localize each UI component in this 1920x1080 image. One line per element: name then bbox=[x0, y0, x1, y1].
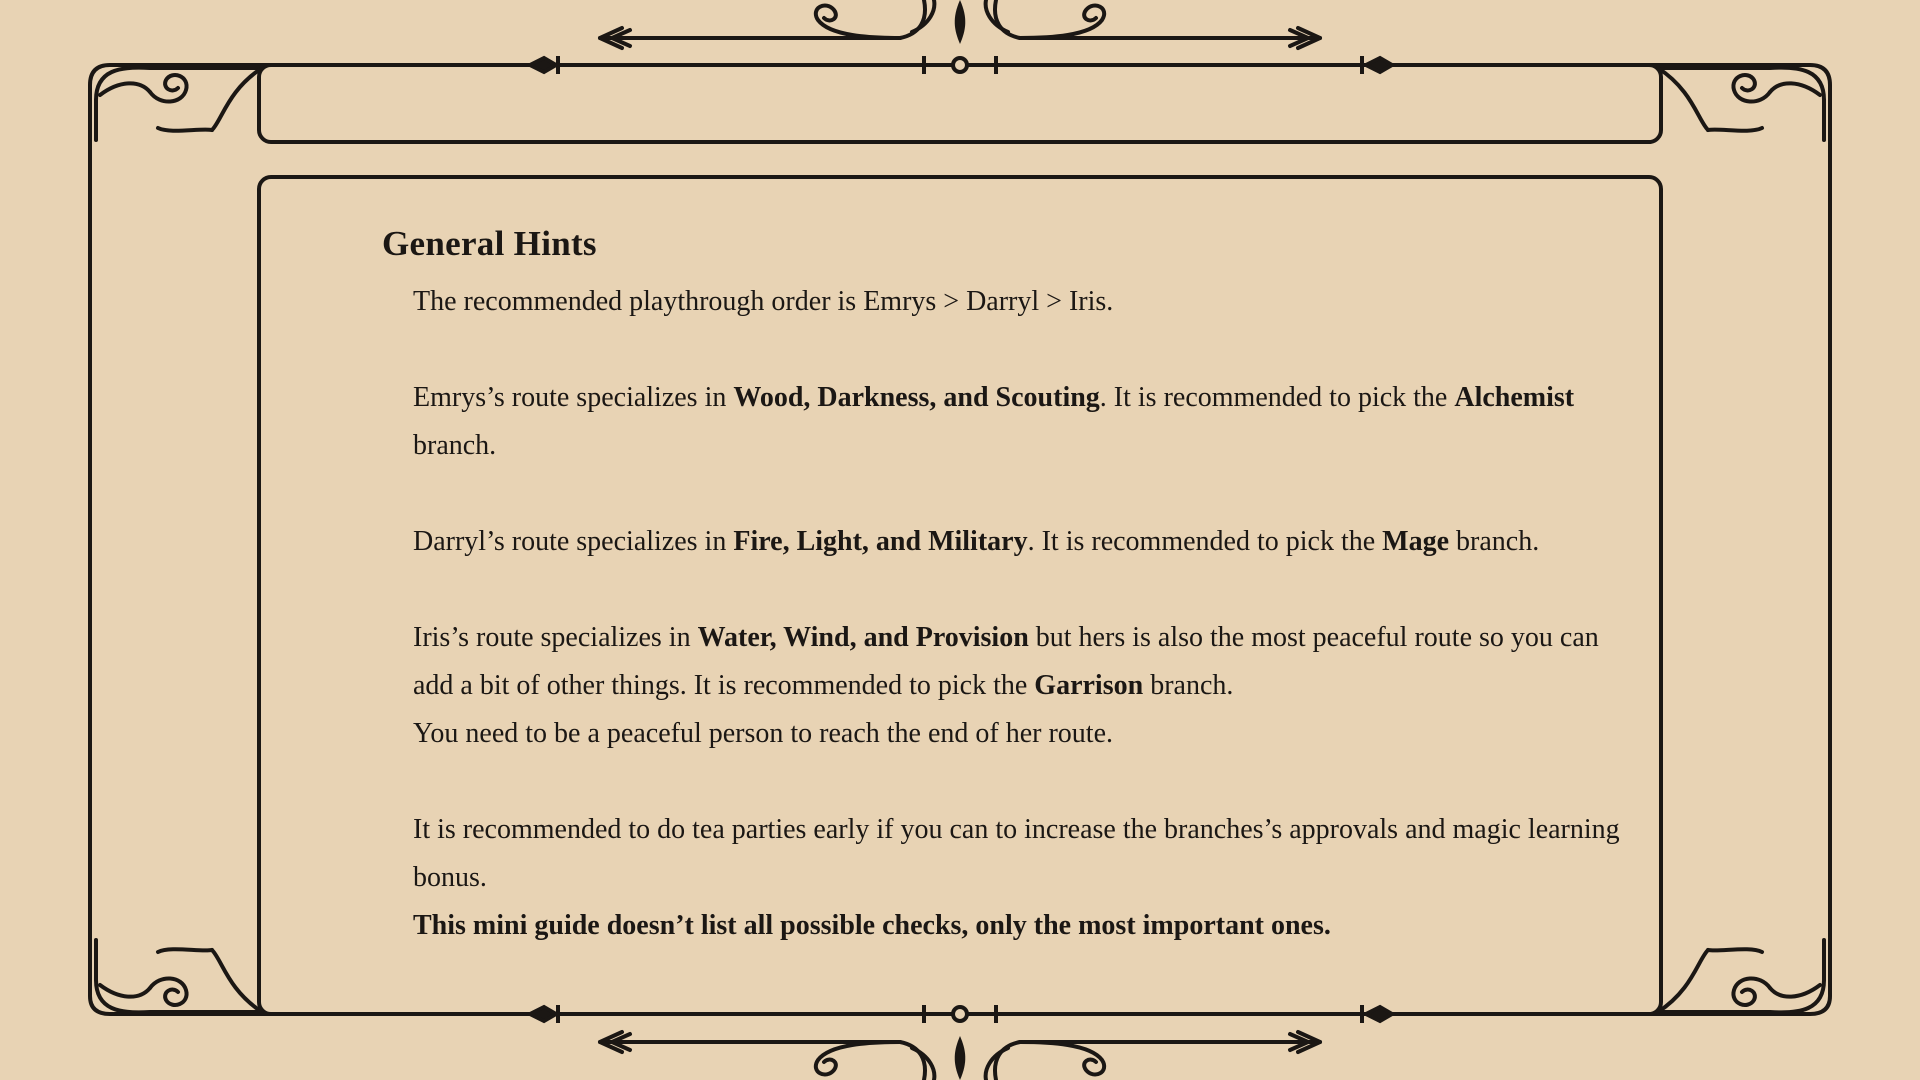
iris-text-1: Iris’s route specializes in bbox=[413, 622, 698, 653]
darryl-specialties: Fire, Light, and Military bbox=[733, 526, 1028, 557]
darryl-branch: Mage bbox=[1382, 526, 1450, 557]
header-panel bbox=[259, 65, 1661, 142]
emrys-specialties: Wood, Darkness, and Scouting bbox=[733, 382, 1100, 413]
iris-branch: Garrison bbox=[1034, 670, 1144, 701]
iris-peaceful-note: You need to be a peaceful person to reach the end of her route. bbox=[413, 718, 1113, 749]
iris-text-3: branch. bbox=[1143, 670, 1234, 701]
page-title: General Hints bbox=[382, 224, 597, 263]
emrys-branch: Alchemist bbox=[1454, 382, 1575, 413]
guide-note-text: This mini guide doesn’t list all possible checks, only the most important ones. bbox=[413, 910, 1331, 941]
tea-hint: It is recommended to do tea parties early if you can to increase the branches’s approvals and magic learning bonus. bbox=[413, 814, 1620, 893]
emrys-hint bbox=[413, 374, 1622, 470]
darryl-text-3: branch. bbox=[1449, 526, 1540, 557]
iris-specialties: Water, Wind, and Provision bbox=[697, 622, 1029, 653]
darryl-hint bbox=[413, 518, 1622, 566]
emrys-text-3: branch. bbox=[413, 430, 497, 461]
guide-note bbox=[413, 902, 1622, 950]
darryl-text-2: . It is recommended to pick the bbox=[1027, 526, 1383, 557]
order-hint: The recommended playthrough order is Emrys > Darryl > Iris. bbox=[413, 286, 1114, 317]
iris-text-2: but hers is also the most peaceful route so you can add a bit of other things. It is recommended to pick the bbox=[413, 622, 1599, 701]
emrys-text-1: Emrys’s route specializes in bbox=[413, 382, 734, 413]
darryl-text-1: Darryl’s route specializes in bbox=[413, 526, 734, 557]
emrys-text-2: . It is recommended to pick the bbox=[1099, 382, 1455, 413]
iris-hint bbox=[413, 614, 1622, 758]
hints-content bbox=[382, 224, 1622, 950]
